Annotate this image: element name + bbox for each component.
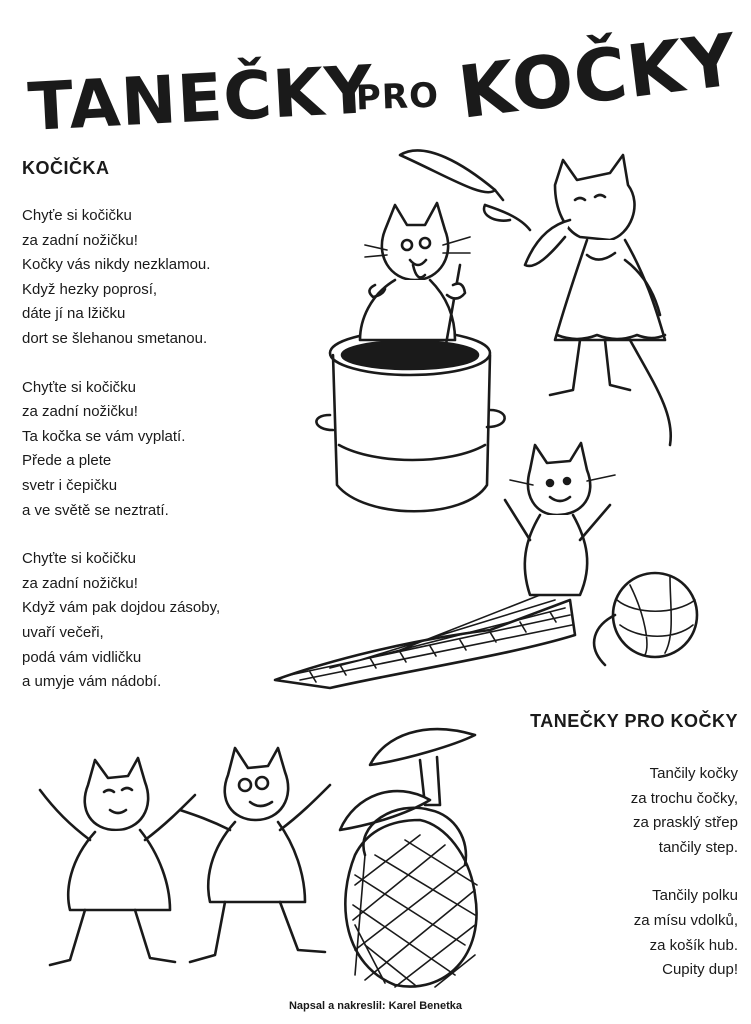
poem-line: Přede a plete [22,452,112,470]
title-word-kocky: KOČKY [453,17,742,135]
poem-tanecky-heading: TANEČKY PRO KOČKY [530,711,738,731]
mushroom-basket-illustration [325,715,495,1000]
poem-kocicka [22,204,220,719]
poem-line: Kočky vás nikdy nezklamou. [22,256,211,274]
poem-line: za košík hub. [649,936,738,954]
poem-line: podá vám vidličku [22,648,142,666]
poem-line: svetr i čepičku [22,476,118,494]
poem-line: Když vám pak dojdou zásoby, [22,599,221,617]
cats-cooking-illustration [325,145,685,535]
poem-kocicka-heading: KOČIČKA [22,158,110,178]
poem-line: Když hezky poprosí, [22,280,158,298]
knitted-scarf-illustration [270,560,590,690]
author-credit: Napsal a nakreslil: Karel Benetka [288,1000,463,1012]
poem-line: za prasklý střep [632,814,738,832]
poem-line: za zadní nožičku! [22,231,138,249]
dancing-cats-illustration [30,730,350,990]
stanza-2 [22,376,220,524]
poem-tanecky [631,762,738,1007]
poem-line: Chyťte si kočičku [22,550,136,568]
poem-line: za zadní nožičku! [22,574,138,592]
poem-line: uvaří večeři, [22,623,104,641]
poem-line: Tančily kočky [649,765,738,782]
poem-line: Tančily polku [652,887,738,905]
poem-line: dort se šlehanou smetanou. [22,329,208,347]
poem-line: dáte jí na lžičku [22,305,126,323]
poem-line: a umyje vám nádobí. [22,673,162,691]
poem-line: a ve světě se neztratí. [22,501,169,519]
stanza-1 [22,204,220,352]
poem-line: Chyťte si kočičku [22,378,136,396]
poem-line: tančily step. [658,838,738,856]
poem-line: Cupity dup! [662,961,738,979]
poem-line: Chyťe si kočičku [22,207,132,224]
title-word-tanecky: TANEČKY [26,51,376,146]
stanza-1 [631,762,738,860]
poem-line: za trochu čočky, [630,789,738,807]
title-word-pro: PRO [355,75,440,119]
stanza-2 [631,884,738,982]
poem-line: Ta kočka se vám vyplatí. [22,427,186,445]
poem-line: za zadní nožičku! [22,403,138,421]
stanza-3 [22,547,220,695]
page-title [20,17,742,146]
poem-line: za mísu vdolků, [633,911,738,929]
